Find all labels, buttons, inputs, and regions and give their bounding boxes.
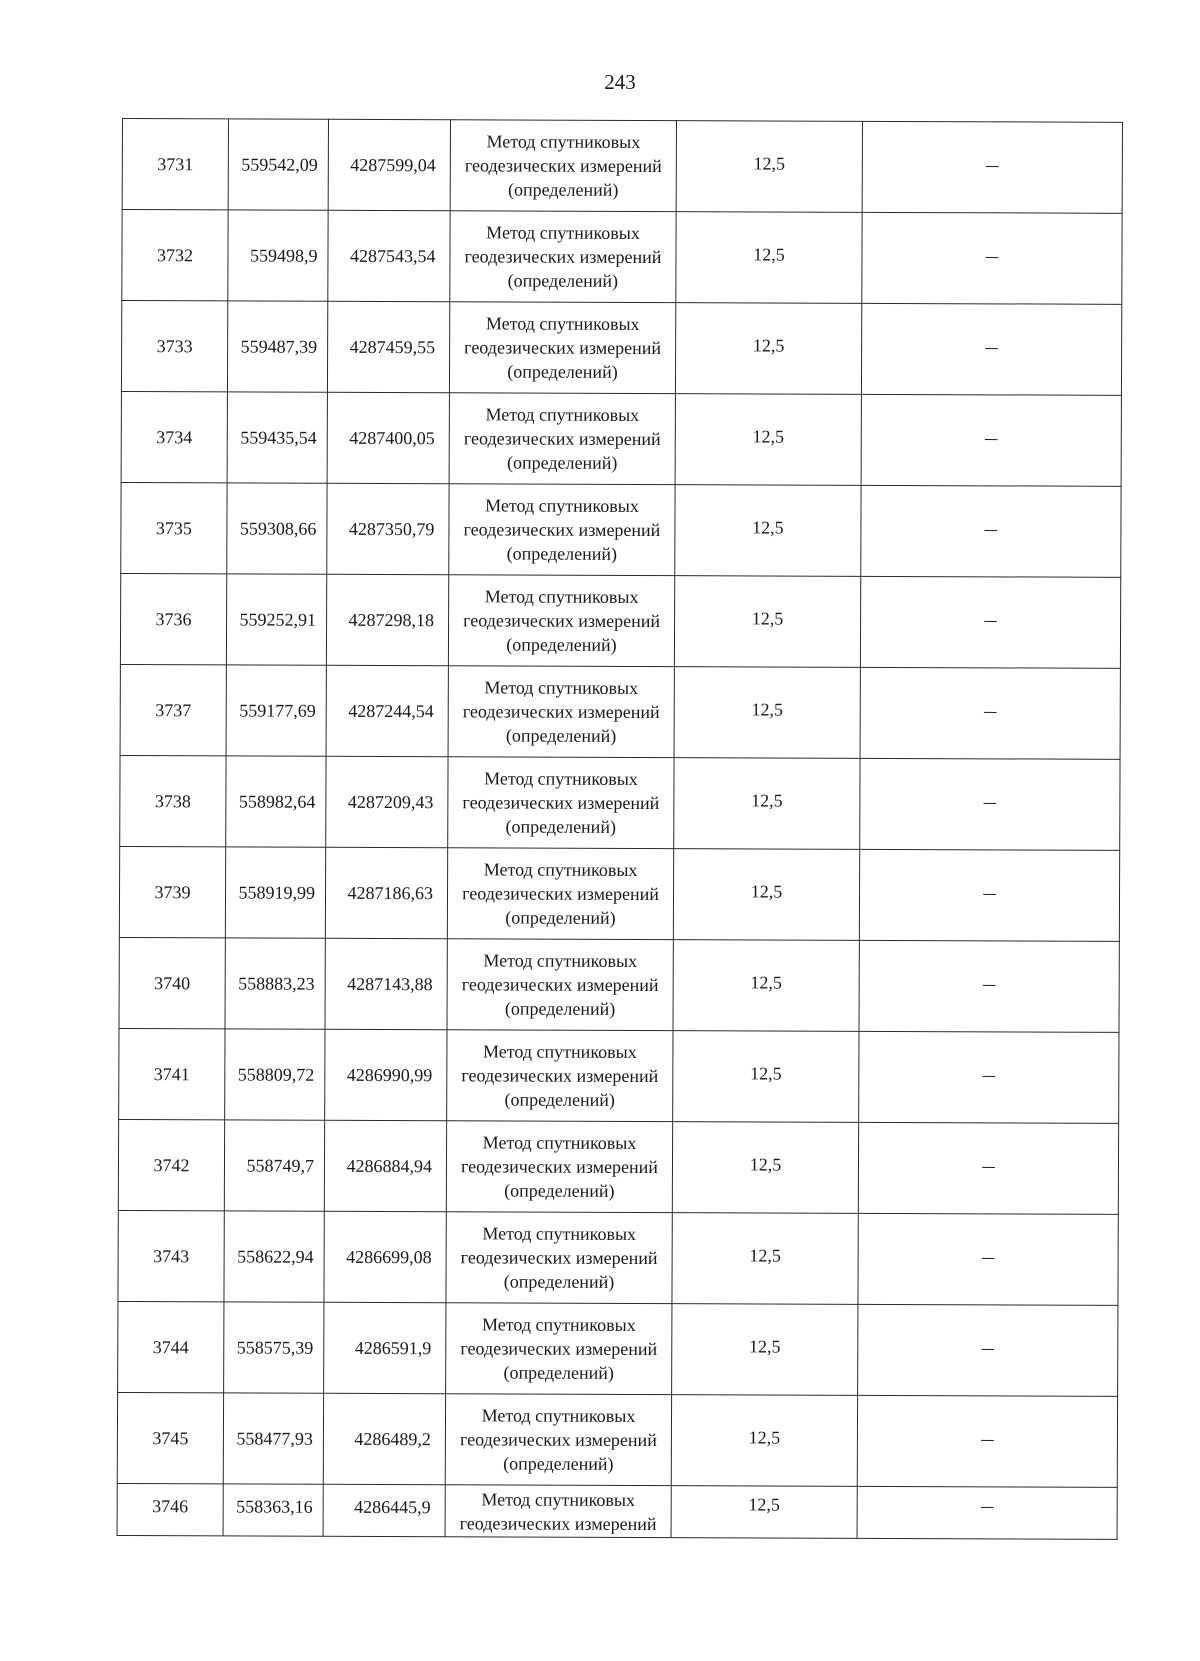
y-coordinate-cell: 4287459,55 [327,301,449,392]
table-row [121,301,1121,396]
method-cell [445,1394,671,1486]
method-line: Метод спутниковых [483,950,638,971]
accuracy-cell: 12,5 [671,1486,857,1539]
x-coordinate-cell: 558809,72 [225,1029,325,1120]
accuracy-cell: 12,5 [673,1031,859,1123]
coordinates-table [117,118,1123,1540]
x-coordinate-cell: 558575,39 [224,1302,324,1393]
y-coordinate-cell: 4287599,04 [328,119,450,210]
method-line: геодезических измерений [463,428,661,450]
description-cell [860,758,1120,850]
description-dash: — [984,431,999,448]
point-number-cell: 3742 [118,1119,224,1210]
accuracy-cell: 12,5 [675,394,861,486]
y-coordinate-cell: 4286489,2 [323,1393,445,1484]
method-line: (определений) [507,361,618,382]
point-number-cell: 3731 [122,119,228,210]
description-cell [859,849,1119,941]
point-number-cell: 3738 [120,755,226,846]
description-dash: — [982,977,997,994]
x-coordinate-cell: 558883,23 [225,938,325,1029]
table-row [118,1119,1118,1214]
accuracy-cell: 12,5 [674,758,860,850]
description-dash: — [983,522,998,539]
description-dash: — [984,249,1000,266]
method-line: (определений) [504,1089,615,1110]
method-line: геодезических измерений [461,1065,659,1087]
point-number-cell: 3741 [119,1028,225,1119]
method-line: Метод спутниковых [481,1314,636,1335]
description-dash: — [981,1068,996,1085]
x-coordinate-cell: 558477,93 [223,1393,323,1484]
table-row [120,664,1120,759]
method-line: (определений) [504,1180,615,1201]
method-line: геодезических измерений [463,519,661,541]
point-number-cell: 3734 [121,391,227,482]
point-number-cell: 3735 [121,482,227,573]
method-line: геодезических измерений [462,883,659,905]
table-row [118,1210,1118,1305]
table-row [120,755,1120,850]
method-cell [449,484,675,576]
description-cell [858,1122,1118,1214]
method-cell [447,1030,673,1122]
point-number-cell: 3740 [119,937,225,1028]
y-coordinate-cell: 4287244,54 [326,665,448,756]
description-dash: — [982,795,997,812]
y-coordinate-cell: 4287143,88 [325,938,447,1029]
x-coordinate-cell: 558363,16 [223,1484,323,1536]
x-coordinate-cell: 559308,66 [227,483,327,574]
method-line: (определений) [506,634,617,655]
method-line: геодезических измерений [459,1429,657,1451]
y-coordinate-cell: 4286884,94 [324,1120,446,1211]
method-line: Метод спутниковых [483,1041,637,1062]
description-cell [861,485,1121,577]
method-cell [450,120,676,212]
table-row [122,119,1122,214]
x-coordinate-cell: 559498,9 [228,210,328,301]
page-number: 243 [604,70,636,94]
description-cell [860,667,1120,759]
method-line: (определений) [505,725,617,746]
y-coordinate-cell: 4287186,63 [325,847,447,938]
y-coordinate-cell: 4287400,05 [327,392,449,483]
x-coordinate-cell: 559542,09 [228,119,328,210]
method-line: Метод спутниковых [485,404,640,425]
description-cell [857,1486,1117,1539]
table-row [119,937,1119,1032]
point-number-cell: 3739 [119,846,225,937]
accuracy-cell: 12,5 [674,667,860,759]
accuracy-cell: 12,5 [676,212,862,304]
method-cell [450,211,676,303]
method-line: Метод спутниковых [486,222,640,243]
method-line: Метод спутниковых [484,586,639,607]
method-cell [449,302,675,394]
x-coordinate-cell: 559177,69 [226,665,326,756]
point-number-cell: 3746 [117,1483,223,1535]
y-coordinate-cell: 4287350,79 [327,483,449,574]
y-coordinate-cell: 4286990,99 [325,1029,447,1120]
method-line: геодезических измерений [464,246,662,268]
method-cell [446,1303,672,1395]
table-row [118,1301,1118,1396]
description-dash: — [985,158,1000,175]
method-line: Метод спутниковых [483,859,638,880]
description-cell [862,212,1122,304]
description-cell [858,1304,1118,1396]
method-cell [445,1485,671,1538]
y-coordinate-cell: 4286591,9 [324,1302,446,1393]
x-coordinate-cell: 558982,64 [226,756,326,847]
method-line: Метод спутниковых [486,131,641,152]
method-line: геодезических измерений [460,1338,658,1360]
method-line: Метод спутниковых [485,495,639,516]
method-line: (определений) [504,998,616,1019]
method-cell [448,666,674,758]
accuracy-cell: 12,5 [676,121,862,213]
point-number-cell: 3744 [118,1301,224,1392]
point-number-cell: 3745 [117,1392,223,1483]
description-cell [857,1395,1117,1487]
point-number-cell: 3736 [120,573,226,664]
method-line: (определений) [505,816,617,837]
table-row [117,1483,1117,1539]
description-cell [862,121,1122,213]
method-line: (определений) [506,543,618,564]
description-cell [860,576,1120,668]
method-line: (определений) [507,270,619,291]
accuracy-cell: 12,5 [673,940,859,1032]
method-line: Метод спутниковых [484,677,639,698]
table-row [119,1028,1119,1123]
accuracy-cell: 12,5 [675,303,861,395]
method-line: (определений) [505,907,616,928]
method-line: геодезических измерений [464,155,662,177]
method-line: Метод спутниковых [485,313,640,334]
method-line: геодезических измерений [460,1247,658,1269]
description-dash: — [980,1341,995,1358]
method-line: Метод спутниковых [481,1489,636,1510]
accuracy-cell: 12,5 [672,1213,858,1305]
description-dash: — [980,1432,995,1449]
method-line: Метод спутниковых [482,1132,637,1153]
x-coordinate-cell: 559252,91 [226,574,326,665]
y-coordinate-cell: 4286445,9 [323,1484,445,1536]
method-line: (определений) [503,1362,614,1383]
method-line: (определений) [503,1271,615,1292]
y-coordinate-cell: 4287209,43 [326,756,448,847]
method-line: (определений) [506,452,618,473]
table-row [121,391,1121,486]
y-coordinate-cell: 4287298,18 [326,574,448,665]
table-row [117,1392,1117,1487]
point-number-cell: 3737 [120,664,226,755]
y-coordinate-cell: 4287543,54 [328,210,450,301]
method-line: геодезических измерений [462,792,660,814]
method-cell [448,575,674,667]
x-coordinate-cell: 559435,54 [227,392,327,483]
method-cell [446,1121,672,1213]
x-coordinate-cell: 558919,99 [225,847,325,938]
point-number-cell: 3743 [118,1210,224,1301]
description-dash: — [981,1159,996,1176]
method-cell [447,848,673,940]
y-coordinate-cell: 4286699,08 [324,1211,446,1302]
description-dash: — [983,613,998,630]
method-line: Метод спутниковых [481,1405,636,1426]
method-cell [446,1212,672,1304]
description-cell [861,303,1121,395]
description-dash: — [980,1499,995,1516]
description-cell [859,940,1119,1032]
method-cell [448,757,674,849]
method-line: геодезических измерений [464,337,662,359]
method-line: (определений) [507,179,619,200]
description-dash: — [984,340,999,357]
description-cell [859,1031,1119,1123]
x-coordinate-cell: 559487,39 [227,301,327,392]
description-cell [861,394,1121,486]
point-number-cell: 3732 [122,210,228,301]
x-coordinate-cell: 558622,94 [224,1211,324,1302]
accuracy-cell: 12,5 [673,849,859,941]
x-coordinate-cell: 558749,7 [224,1120,324,1211]
table-row [122,210,1122,305]
description-dash: — [982,886,997,903]
accuracy-cell: 12,5 [671,1395,857,1487]
accuracy-cell: 12,5 [672,1304,858,1396]
method-line: геодезических измерений [463,610,661,632]
method-line: геодезических измерений [462,701,660,723]
accuracy-cell: 12,5 [675,485,861,577]
method-line: Метод спутниковых [484,768,638,789]
method-line: геодезических измерений [461,1156,658,1178]
method-cell [447,939,673,1031]
point-number-cell: 3733 [121,301,227,392]
method-line: геодезических измерений [459,1513,657,1535]
table-row [121,482,1121,577]
description-dash: — [983,704,998,721]
method-line: геодезических измерений [461,974,659,996]
accuracy-cell: 12,5 [674,576,860,668]
method-line: Метод спутниковых [482,1223,637,1244]
accuracy-cell: 12,5 [672,1122,858,1214]
table-row [120,573,1120,668]
description-dash: — [981,1250,996,1267]
table-row [119,846,1119,941]
table-body [117,119,1122,1540]
method-cell [449,393,675,485]
description-cell [858,1213,1118,1305]
method-line: (определений) [503,1453,614,1474]
